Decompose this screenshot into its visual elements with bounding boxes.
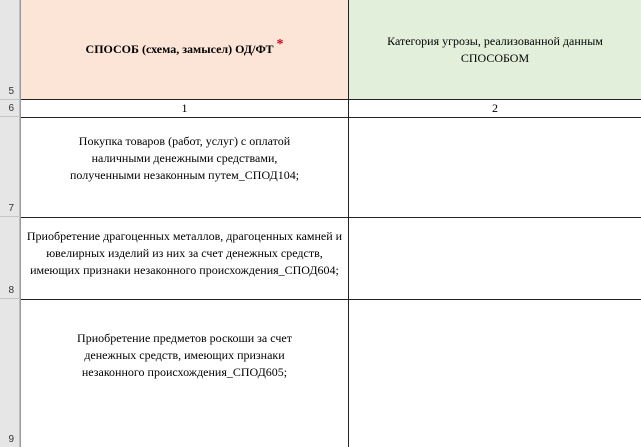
row-header-6[interactable]: 6 xyxy=(0,100,20,117)
header-method-label: СПОСОБ (схема, замысел) ОД/ФТ xyxy=(85,42,274,56)
category-cell-2[interactable] xyxy=(349,218,641,299)
grid-line xyxy=(20,99,641,100)
header-cell-threat-category[interactable] xyxy=(349,0,641,99)
category-cell-1[interactable] xyxy=(349,118,641,217)
category-cell-3[interactable] xyxy=(349,300,641,447)
header-cell-method[interactable] xyxy=(21,0,348,99)
method-cell-2[interactable] xyxy=(21,218,348,299)
column-number-cell-a[interactable] xyxy=(21,100,348,117)
method-text-3: Приобретение предметов роскоши за счет денежных средств, имеющих признаки незаконного происхождения_СПОД605; xyxy=(77,331,292,379)
method-text-2: Приобретение драгоценных металлов, драгоценных камней и ювелирных изделий из них за счет денежных средств, имеющих признаки незаконного происхождения_СПОД604; xyxy=(26,229,343,277)
header-threat-category-label: Категория угрозы, реализованной данным СПОСОБОМ xyxy=(387,33,603,65)
row-header-7[interactable]: 7 xyxy=(0,117,20,217)
column-number-b: 2 xyxy=(492,101,498,115)
grid-line xyxy=(20,299,641,300)
grid-line xyxy=(20,0,21,447)
column-number-a: 1 xyxy=(181,101,188,115)
required-asterisk: * xyxy=(276,36,284,52)
method-cell-1[interactable] xyxy=(21,118,348,217)
grid-line xyxy=(20,217,641,218)
row-header-9[interactable]: 9 xyxy=(8,434,14,445)
method-cell-3[interactable] xyxy=(21,300,348,447)
method-text-1: Покупка товаров (работ, услуг) с оплатой наличными денежными средствами, полученными незаконным путем_СПОД104; xyxy=(69,134,300,182)
grid-line xyxy=(20,117,641,118)
row-header-8[interactable]: 8 xyxy=(0,217,20,299)
column-number-cell-b[interactable] xyxy=(349,100,641,117)
grid-line xyxy=(348,0,349,447)
row-header-5[interactable]: 5 xyxy=(0,0,20,100)
